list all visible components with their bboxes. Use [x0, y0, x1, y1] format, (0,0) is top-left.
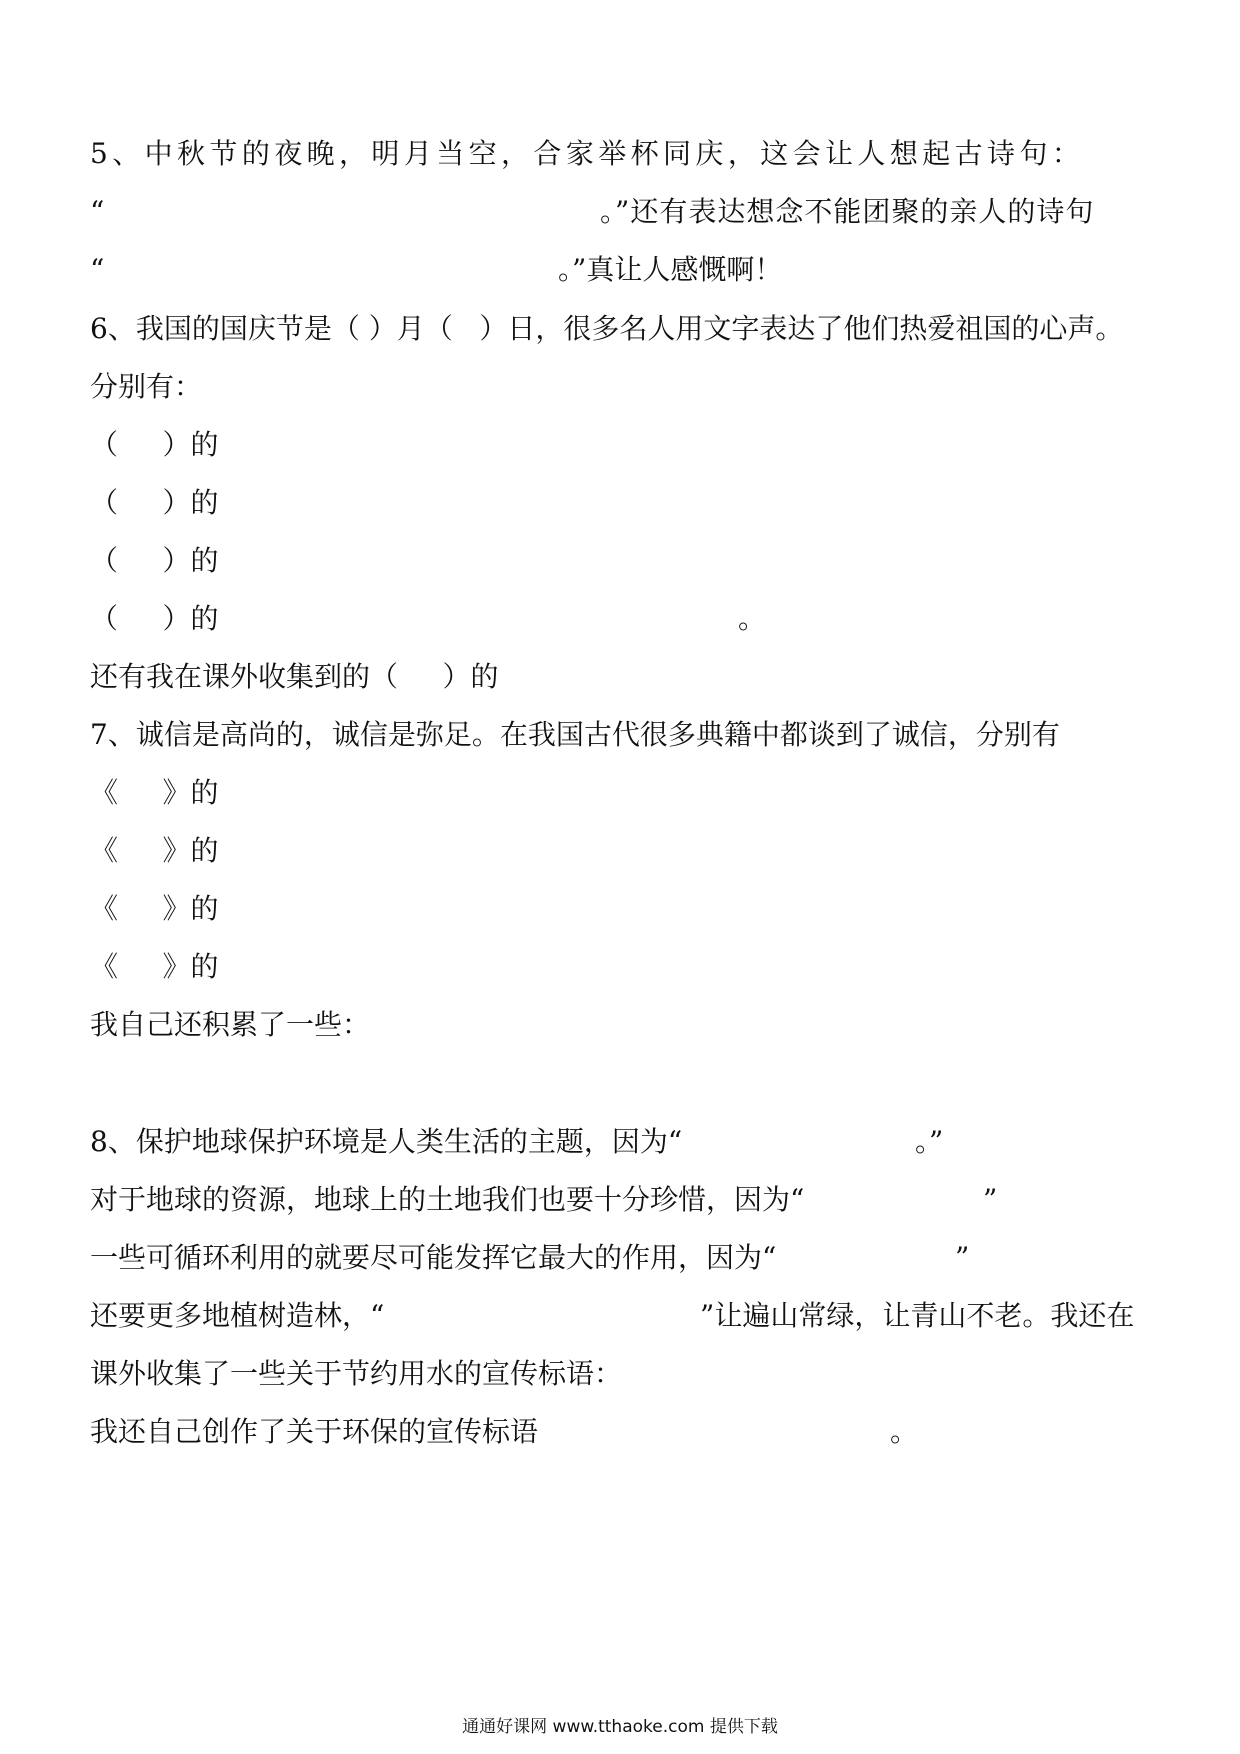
q8-line-2b: ” [983, 1183, 998, 1216]
q7-item-3: 《 》的 [90, 892, 219, 925]
q8-line-2a: 对于地球的资源，地球上的土地我们也要十分珍惜，因为“ [90, 1183, 805, 1216]
q6-extra: 还有我在课外收集到的（ ）的 [90, 660, 499, 693]
q8-line-1a: 8、保护地球保护环境是人类生活的主题，因为“ [90, 1125, 683, 1158]
q8-line-4a: 还要更多地植树造林，“ [90, 1299, 385, 1332]
q5-quote-open-1: “ [90, 195, 105, 228]
q7-item-1: 《 》的 [90, 776, 219, 809]
q6-item-3: （ ）的 [90, 544, 219, 577]
q8-line-3a: 一些可循环利用的就要尽可能发挥它最大的作用，因为“ [90, 1241, 777, 1274]
footer-credit: 通通好课网 www.tthaoke.com 提供下载 [462, 1717, 778, 1737]
q6-item-4: （ ）的 [90, 602, 219, 635]
q6-line-1: 6、我国的国庆节是（ ）月（ ）日，很多名人用文字表达了他们热爱祖国的心声。 [90, 312, 1124, 345]
q7-item-2: 《 》的 [90, 834, 219, 867]
q5-quote-open-2: “ [90, 253, 105, 286]
q8-line-3b: ” [955, 1241, 970, 1274]
q8-line-4b: ”让遍山常绿，让青山不老。我还在 [700, 1299, 1135, 1332]
q6-line-2: 分别有： [90, 370, 203, 403]
q5-line-1: 5、中秋节的夜晚，明月当空，合家举杯同庆，这会让人想起古诗句： [90, 137, 1085, 170]
q8-line-5: 课外收集了一些关于节约用水的宣传标语： [90, 1357, 623, 1390]
q7-own: 我自己还积累了一些： [90, 1008, 371, 1041]
q8-line-6b: 。 [890, 1415, 919, 1448]
q6-item-1: （ ）的 [90, 428, 219, 461]
q6-end-mark: 。 [738, 602, 767, 635]
q7-item-4: 《 》的 [90, 950, 219, 983]
q8-line-1b: 。” [915, 1125, 944, 1158]
q5-line-3-rest: 。”真让人感慨啊！ [558, 253, 783, 286]
q6-item-2: （ ）的 [90, 486, 219, 519]
q8-line-6a: 我还自己创作了关于环保的宣传标语 [90, 1415, 539, 1448]
q7-line-1: 7、诚信是高尚的，诚信是弥足。在我国古代很多典籍中都谈到了诚信，分别有 [90, 718, 1060, 751]
q5-line-2-rest: 。”还有表达想念不能团聚的亲人的诗句 [600, 195, 1095, 228]
